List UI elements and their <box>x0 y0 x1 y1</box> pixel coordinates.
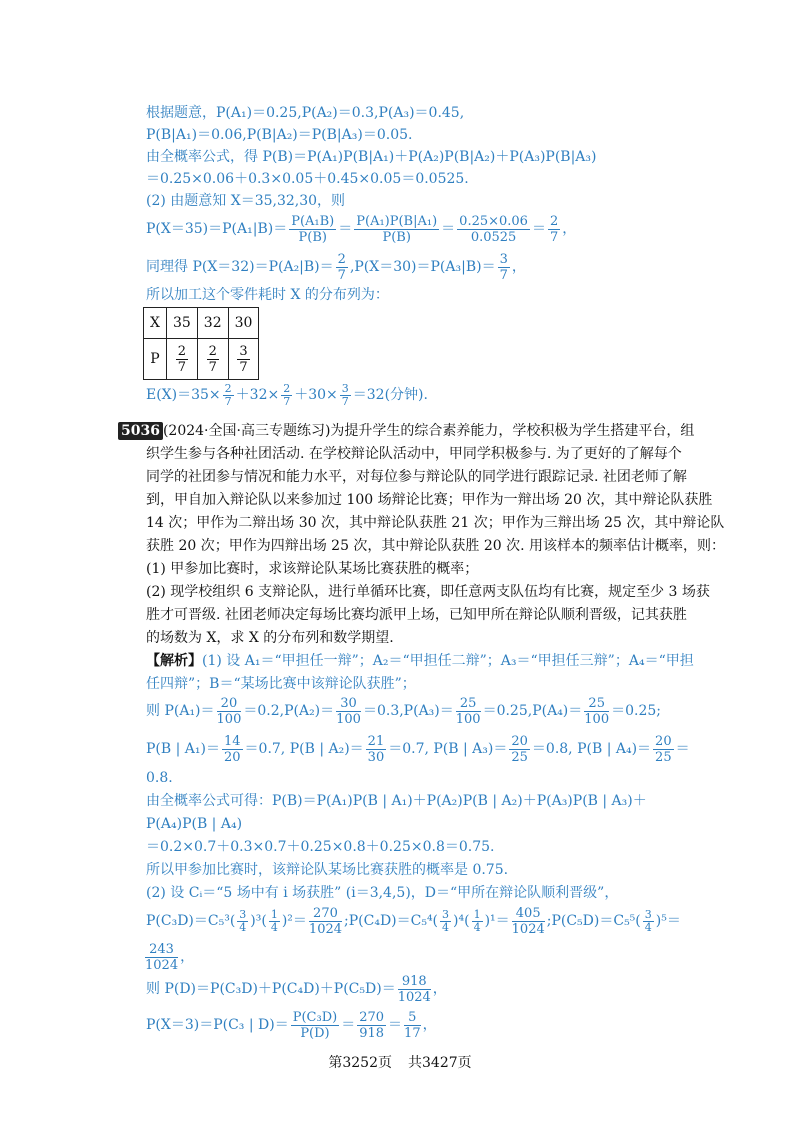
fraction: $\frac{2}{7}$ <box>337 251 346 283</box>
analysis-line: 由全概率公式可得：P(B)＝P(A₁)P(B | A₁)＋P(A₂)P(B | A₂)＋P(A₃)P(B | A₃)＋ <box>146 793 647 809</box>
fraction: $\frac{3}{4}$ <box>442 907 450 934</box>
formula-pba: P(B | A₁)＝ $\frac{14}{20}$ ＝0.7, P(B | A₂)＝ $\frac{21}{30}$ ＝0.7, P(B | A₃)＝ $\frac{20}{25}$ ＝0.8, P(B | A₄)＝ $\frac{20}{25}$ ＝ <box>146 733 690 765</box>
fraction: $\frac{5}{17}$ <box>404 1009 421 1041</box>
table-row <box>144 308 259 339</box>
fraction: $\frac{20}{100}$ <box>216 695 242 727</box>
fraction: $\frac{2}{7}$ <box>283 381 291 408</box>
solution-line: 根据题意，P(A₁)＝0.25,P(A₂)＝0.3,P(A₃)＝0.45, <box>146 105 465 121</box>
analysis-line: P(A₄)P(B | A₄) <box>146 816 243 832</box>
fraction: $\frac{25}{100}$ <box>584 695 610 727</box>
fraction: $\frac{0.25\times 0.06}{0.0525}$ <box>459 213 528 245</box>
fraction: $\frac{405}{1024}$ <box>511 905 545 937</box>
formula-px3: P(X＝3)＝P(C₃ | D)＝ $\frac{\text{P(C₃D)}}{P(D)}$ ＝ $\frac{270}{918}$ ＝ $\frac{5}{17}$ ， <box>146 1009 437 1041</box>
fraction: $\frac{3}{7}$ <box>499 251 508 283</box>
solution-line: P(B|A₁)＝0.06,P(B|A₂)＝P(B|A₃)＝0.05. <box>146 127 413 143</box>
distribution-table <box>143 307 259 380</box>
fraction: $\frac{3}{7}$ <box>239 343 248 375</box>
fraction: $\frac{21}{30}$ <box>367 733 385 765</box>
problem-line: 织学生参与各种社团活动. 在学校辩论队活动中，甲同学积极参与. 为了更好的了解每个 <box>146 446 682 462</box>
formula-pcd: P(C₃D)＝C₅³( $\frac{3}{4}$ )³( $\frac{1}{4}$ )²＝ $\frac{270}{1024}$ ;P(C₄D)＝C₅⁴( $\frac{3}{4}$ )⁴( $\frac{1}{4}$ )¹＝ $\frac{405}{1024}$ ;P(C₅D)＝C₅⁵( $\frac{3}{4}$ )⁵＝ <box>146 905 681 937</box>
problem-line: 的场数为 X，求 X 的分布列和数学期望. <box>146 630 394 646</box>
fraction: $\frac{30}{100}$ <box>336 695 361 727</box>
fraction: $\frac{2}{7}$ <box>549 213 559 245</box>
fraction: $\frac{20}{25}$ <box>655 733 672 765</box>
problem-line: 5036 (2024·全国·高三专题练习)为提升学生的综合素养能力，学校积极为学生搭建平台，组 <box>118 421 694 441</box>
analysis-line: (2) 设 Cᵢ＝“5 场中有 i 场获胜” (i＝3,4,5)，D＝“甲所在辩论队顺利晋级”， <box>146 885 619 901</box>
fraction: $\frac{\text{P(A₁B)}}{P(B)}$ <box>291 213 335 245</box>
table-cell: P <box>144 339 167 380</box>
fraction: $\frac{2}{7}$ <box>224 381 232 408</box>
table-cell: 32 <box>197 308 228 339</box>
analysis-line: 【解析】(1) 设 A₁＝“甲担任一辩”；A₂＝“甲担任二辩”；A₃＝“甲担任三辩”；A₄＝“甲担 <box>146 653 694 669</box>
fraction: $\frac{\text{P(A₁)P(B|A₁)}}{P(B)}$ <box>356 213 438 245</box>
problem-number: 5036 <box>118 422 163 440</box>
fraction: $\frac{2}{7}$ <box>208 343 217 375</box>
formula-px32: 同理得 P(X＝32)＝P(A₂|B)＝ $\frac{2}{7}$ ,P(X＝30)＝P(A₃|B)＝ $\frac{3}{7}$ ， <box>146 251 526 283</box>
problem-line: 到，甲自加入辩论队以来参加过 100 场辩论比赛；甲作为一辩出场 20 次，其中辩论队获胜 <box>146 492 713 508</box>
table-cell: 35 <box>166 308 197 339</box>
problem-line: (1) 甲参加比赛时，求该辩论队某场比赛获胜的概率； <box>146 561 479 577</box>
page-footer <box>0 1052 800 1072</box>
fraction: $\frac{\text{P(C₃D)}}{P(D)}$ <box>292 1009 338 1041</box>
problem-line: 14 次；甲作为二辩出场 30 次，其中辩论队获胜 21 次；甲作为三辩出场 25 次，其中辩论队 <box>146 515 725 531</box>
fraction: $\frac{243}{1024}$ <box>145 941 179 973</box>
formula-expectation: E(X)＝35× $\frac{2}{7}$ ＋32× $\frac{2}{7}$ ＋30× $\frac{3}{7}$ ＝32(分钟). <box>146 381 428 408</box>
problem-line: (2) 现学校组织 6 支辩论队，进行单循环比赛，即任意两支队伍均有比赛，规定至少 3 场获 <box>146 584 710 600</box>
fraction: $\frac{3}{7}$ <box>341 381 349 408</box>
table-row <box>144 339 259 380</box>
analysis-line: 任四辩”；B＝“某场比赛中该辩论队获胜”； <box>146 676 416 692</box>
fraction: $\frac{270}{1024}$ <box>308 905 343 937</box>
fraction: $\frac{20}{25}$ <box>511 733 528 765</box>
page-number: 第3252页 <box>328 1055 392 1071</box>
fraction: $\frac{2}{7}$ <box>177 343 187 375</box>
formula-px35: P(X＝35)＝P(A₁|B)＝ $\frac{\text{P(A₁B)}}{P(B)}$ ＝ $\frac{\text{P(A₁)P(B|A₁)}}{P(B)}$ ＝ $\frac{0.25\times 0.06}{0.0525}$ ＝ $\frac{2}{7}$ ， <box>146 213 577 245</box>
table-cell: 30 <box>228 308 259 339</box>
fraction: $\frac{25}{100}$ <box>455 695 481 727</box>
analysis-line: 所以甲参加比赛时，该辩论队某场比赛获胜的概率是 0.75. <box>146 862 509 878</box>
fraction: $\frac{270}{918}$ <box>359 1009 385 1041</box>
fraction: $\frac{3}{4}$ <box>644 907 652 934</box>
problem-line: 胜才可晋级. 社团老师决定每场比赛均派甲上场，已知甲所在辩论队顺利晋级，记其获胜 <box>146 607 687 623</box>
table-cell <box>166 339 197 380</box>
solution-line: 由全概率公式，得 P(B)＝P(A₁)P(B|A₁)＋P(A₂)P(B|A₂)＋P(A₃)P(B|A₃) <box>146 149 597 165</box>
problem-line: 同学的社团参与情况和能力水平，对每位参与辩论队的同学进行跟踪记录. 社团老师了解 <box>146 469 687 485</box>
page-total: 共3427页 <box>408 1055 472 1071</box>
fraction: $\frac{1}{4}$ <box>473 907 481 934</box>
solution-line: ＝0.25×0.06＋0.3×0.05＋0.45×0.05＝0.0525. <box>146 171 469 187</box>
solution-line: 所以加工这个零件耗时 X 的分布列为： <box>146 287 389 303</box>
fraction: $\frac{3}{4}$ <box>239 907 247 934</box>
analysis-line: ＝0.2×0.7＋0.3×0.7＋0.25×0.8＋0.25×0.8＝0.75. <box>146 839 495 855</box>
analysis-tag: 【解析】 <box>146 653 202 669</box>
formula-pa: 则 P(A₁)＝ $\frac{20}{100}$ ＝0.2,P(A₂)＝ $\frac{30}{100}$ ＝0.3,P(A₃)＝ $\frac{25}{100}$ ＝0.25,P(A₄)＝ $\frac{25}{100}$ ＝0.25; <box>146 695 661 727</box>
formula-pd: 则 P(D)＝P(C₃D)＋P(C₄D)＋P(C₅D)＝ $\frac{918}{1024}$ ， <box>146 973 447 1005</box>
table-cell <box>228 339 259 380</box>
formula-pc5d-value: $\frac{243}{1024}$ ， <box>145 941 195 973</box>
solution-line: (2) 由题意知 X＝35,32,30，则 <box>146 193 346 209</box>
formula-text: P(X＝35)＝P(A₁|B)＝ <box>146 221 288 237</box>
problem-line: 获胜 20 次；甲作为四辩出场 25 次，其中辩论队获胜 20 次. 用该样本的频率估计概率，则： <box>146 538 726 554</box>
fraction: $\frac{14}{20}$ <box>223 733 241 765</box>
fraction: $\frac{1}{4}$ <box>270 907 278 934</box>
table-cell <box>197 339 228 380</box>
fraction: $\frac{918}{1024}$ <box>397 973 431 1005</box>
table-cell: X <box>144 308 167 339</box>
analysis-line: 0.8. <box>146 770 173 786</box>
